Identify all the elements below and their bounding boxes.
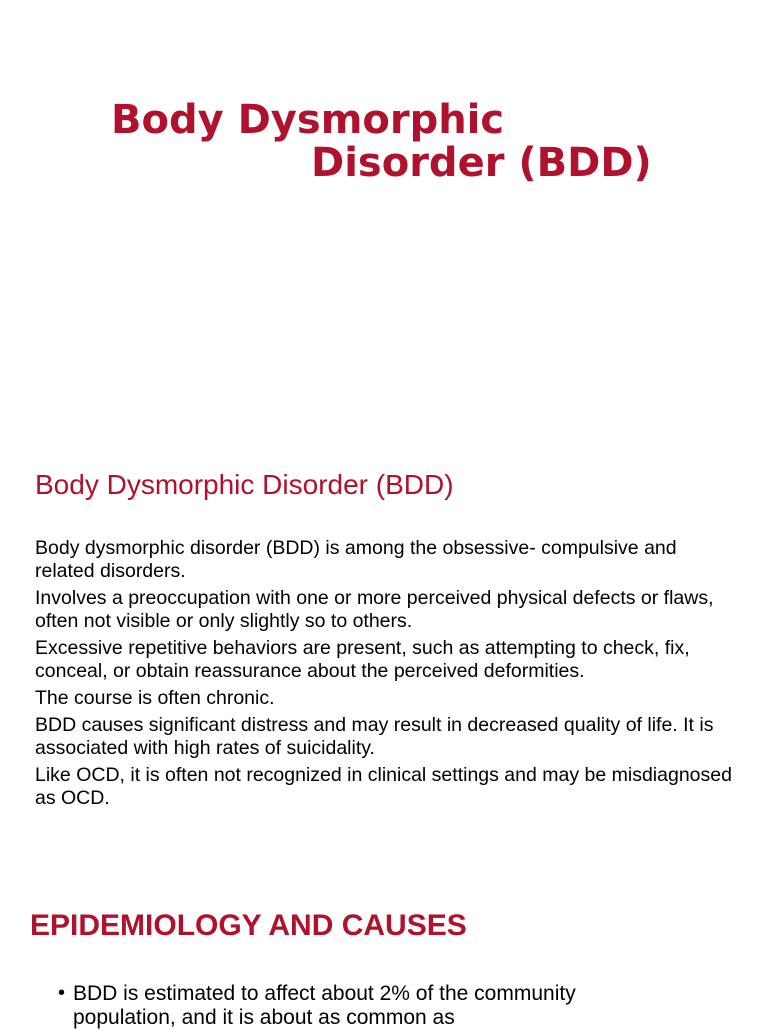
document-title-line-1: Body Dysmorphic <box>111 97 505 143</box>
paragraph-distress: BDD causes significant distress and may result in decreased quality of life. It is associated with high rates of suicidality. <box>35 714 714 759</box>
document-title-line-2: Disorder (BDD) <box>311 140 652 186</box>
section-heading-bdd: Body Dysmorphic Disorder (BDD) <box>35 469 454 500</box>
paragraph-bdd-classification: Body dysmorphic disorder (BDD) is among the obsessive- compulsive and related disorders. <box>35 537 677 582</box>
epidemiology-bullet-list <box>58 982 618 1030</box>
paragraph-preoccupation: Involves a preoccupation with one or more perceived physical defects or flaws, often not visible or only slightly so to others. <box>35 587 714 632</box>
bdd-paragraph-list <box>35 537 735 814</box>
paragraph-course: The course is often chronic. <box>35 687 275 709</box>
bullet-text: BDD is estimated to affect about 2% of the community population, and it is about as common as <box>73 982 576 1029</box>
section-heading-epidemiology: EPIDEMIOLOGY AND CAUSES <box>30 909 467 942</box>
bullet-dot-icon: • <box>58 982 66 1004</box>
bullet-item <box>58 982 618 1030</box>
paragraph-misdiagnosis: Like OCD, it is often not recognized in clinical settings and may be misdiagnosed as OCD. <box>35 764 732 809</box>
paragraph-repetitive-behaviors: Excessive repetitive behaviors are present, such as attempting to check, fix, conceal, or obtain reassurance about the perceived deformities. <box>35 637 690 682</box>
